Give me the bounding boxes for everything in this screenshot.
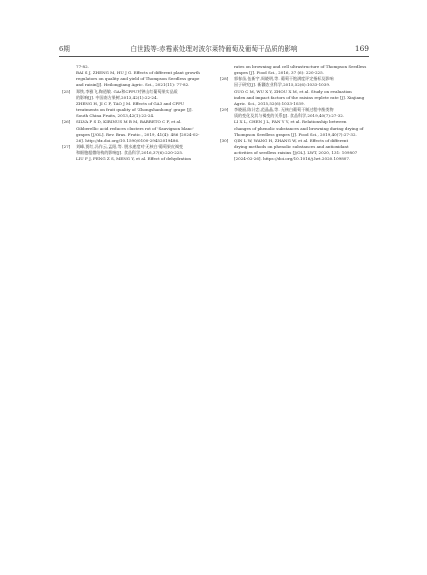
reference-line: and raisin[J]. Heilongjiang Agric. Sci., 2021(11): 77-82. bbox=[76, 82, 190, 88]
reference-line: changes of phenolic substances and browning during drying of bbox=[234, 125, 364, 131]
reference-entry bbox=[62, 64, 212, 89]
reference-entry bbox=[220, 76, 370, 107]
reference-line: 26]. http://dx.doi.org/10.1590/0100-29452019486. bbox=[76, 137, 180, 143]
reference-line: ZHENG H, JI C F, TAO J M. Effects of GA3 and CPPU bbox=[76, 100, 185, 106]
reference-number: [27] bbox=[62, 144, 71, 150]
reference-line: 郑铁,李雅飞,陶道敏. GA₃和CPPU对钟山红葡萄果实品质 bbox=[76, 88, 178, 94]
reference-line: GUO C M, WU X Y, ZHOU X M, et al. Study on evaluation bbox=[234, 88, 352, 94]
reference-line: LIU F J, FENG Z S, MENG Y, et al. Effect of dehydration bbox=[76, 156, 192, 162]
reference-line: South China Fruits, 2013,42(1):22-24. bbox=[76, 113, 155, 119]
reference-line: 的影响[J]. 中国南方果树,2013,42(1):22-24. bbox=[76, 94, 158, 100]
reference-entry bbox=[220, 107, 370, 138]
reference-line: Gibberellic acid reduces clusters rot of 'Sauvignon blanc' bbox=[76, 125, 194, 131]
reference-number: [29] bbox=[220, 107, 229, 113]
reference-line: 77-82. bbox=[76, 64, 89, 69]
reference-column-right bbox=[220, 64, 370, 163]
reference-line: Thompson Seedless grapes [J]. Food Sci., 2019,40(7):27-32. bbox=[234, 131, 357, 137]
reference-number: [28] bbox=[220, 76, 229, 82]
reference-line: 郭春苗,伍新宇,周晓明,等. 葡萄干饱满度评定指标及影响 bbox=[234, 76, 334, 82]
issue-number: 6期 bbox=[59, 45, 70, 53]
reference-line: regulators on quality and yield of Thompson Seedless grape bbox=[76, 76, 200, 82]
reference-line: treatments on fruit quality of 'Zhongshanhong' grape [J]. bbox=[76, 107, 193, 113]
reference-line: 刘峰,贾红,冯作云,孟阳,等. 脱水速度对'无核白'葡萄果皮褐变 bbox=[76, 144, 184, 150]
page-number: 169 bbox=[354, 44, 369, 53]
reference-line: 质的变化及其与褐变的关系[J]. 食品科学,2019,40(7):27-32. bbox=[234, 113, 345, 119]
reference-line: rates on browning and cell ultrastructure of Thompson Seedless bbox=[234, 64, 367, 69]
reference-line: 和细胞超微结构的影响[J]. 食品科学,2016,37(6):220-225. bbox=[76, 150, 184, 156]
reference-column-left bbox=[62, 64, 212, 163]
reference-line: activities of seedless raisins [J/OL]. LWT, 2020, 131: 109807 bbox=[234, 150, 358, 156]
reference-line: QIN L W, WANG H, ZHANG W, et al. Effects of different bbox=[234, 137, 349, 143]
reference-entry bbox=[220, 64, 370, 76]
reference-entry bbox=[220, 138, 370, 163]
running-title: 白世践等:赤霉素处理对波尔莱特葡萄及葡萄干品质的影响 bbox=[130, 45, 298, 53]
reference-line: 因子研究[J]. 新疆农业科学,2015,52(6):1033-1039. bbox=[234, 82, 331, 88]
reference-line: grapes [J]. Food Sci., 2016, 37 (6): 220-225. bbox=[234, 70, 324, 76]
reference-line: LI X L, CHEN J L, FAN Y Y, et al. Relationship between bbox=[234, 119, 347, 125]
reference-line: drying methods on phenolic substances and antioxidant bbox=[234, 144, 349, 150]
reference-line: index and impact factors of the raisins replete rate [J]. Xinjiang bbox=[234, 94, 365, 100]
reference-line: SILVA P S D, KIRINUS M B M, BARRETO C F, et al. bbox=[76, 119, 182, 125]
reference-number: [30] bbox=[220, 137, 229, 143]
reference-entry bbox=[62, 144, 212, 162]
reference-number: [26] bbox=[62, 119, 71, 125]
reference-line: 李晓丽,陈计恋,范晶晶,等. 无核白葡萄干制过程中酚类物 bbox=[234, 107, 334, 113]
reference-number: [25] bbox=[62, 88, 71, 94]
reference-line: [2024-02-26]. https://doi.org/10.1016/j.lwt.2020.109807. bbox=[234, 156, 351, 162]
reference-line: grapes [J/OL]. Rev. Bras. Frutic., 2019, 41(4): 486 [2024-02- bbox=[76, 131, 200, 137]
reference-line: BAI S J, ZHENG M, HU J G. Effects of different plant growth bbox=[76, 70, 200, 76]
reference-line: Agric. Sci., 2015,52(6):1033-1039. bbox=[234, 100, 305, 106]
reference-entry bbox=[62, 89, 212, 120]
running-header bbox=[59, 42, 369, 57]
reference-entry bbox=[62, 119, 212, 144]
